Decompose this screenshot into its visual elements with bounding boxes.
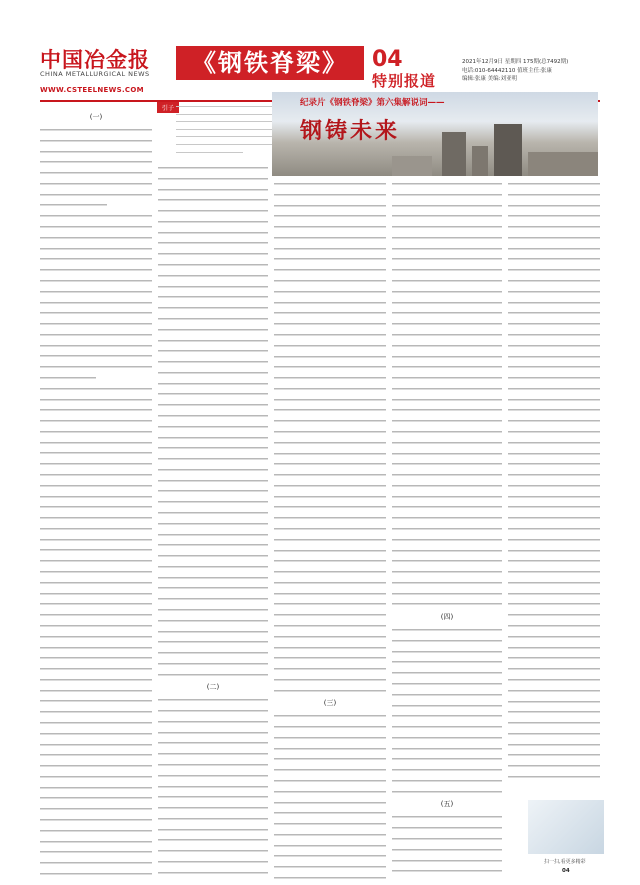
footer-sub: 扫一扫,看更多精彩 <box>544 859 586 865</box>
section-marker: (三) <box>323 699 337 708</box>
section-marker: (四) <box>440 613 454 622</box>
feature-series: 纪录片《钢铁脊梁》第六集解说词—— <box>300 98 445 108</box>
text-column-1 <box>40 108 152 880</box>
issue-date: 2021年12月9日 星期四 175期(总7492期) <box>462 59 569 65</box>
masthead-subtitle: CHINA METALLURGICAL NEWS <box>40 70 150 78</box>
lead-tag: 引子 <box>157 102 179 113</box>
issue-editor: 编辑:张康 美编:刘亚明 <box>462 76 517 82</box>
issue-phone: 电话:010-64442110 值班主任:张康 <box>462 67 552 74</box>
section-title: 特别报道 <box>372 72 437 90</box>
text-column-5 <box>508 180 600 792</box>
footer-page-mark: 04 <box>562 868 570 874</box>
section-marker: (二) <box>206 683 220 692</box>
feature-title-area <box>300 96 480 145</box>
feature-title: 钢铸未来 <box>300 118 401 144</box>
page-number: 04 <box>372 47 403 72</box>
section-marker: (五) <box>440 800 454 809</box>
issue-meta <box>462 58 568 84</box>
lead-text <box>176 104 272 158</box>
text-column-2 <box>158 164 268 880</box>
series-banner: 《钢铁脊梁》 <box>176 46 364 80</box>
page-header <box>0 0 640 92</box>
qr-ad-image <box>528 800 604 854</box>
text-column-3 <box>274 180 386 880</box>
text-column-4 <box>392 180 502 880</box>
section-marker: (一) <box>89 113 103 121</box>
masthead-title: 中国冶金报 <box>40 47 150 72</box>
website-url: WWW.CSTEELNEWS.COM <box>40 86 144 94</box>
